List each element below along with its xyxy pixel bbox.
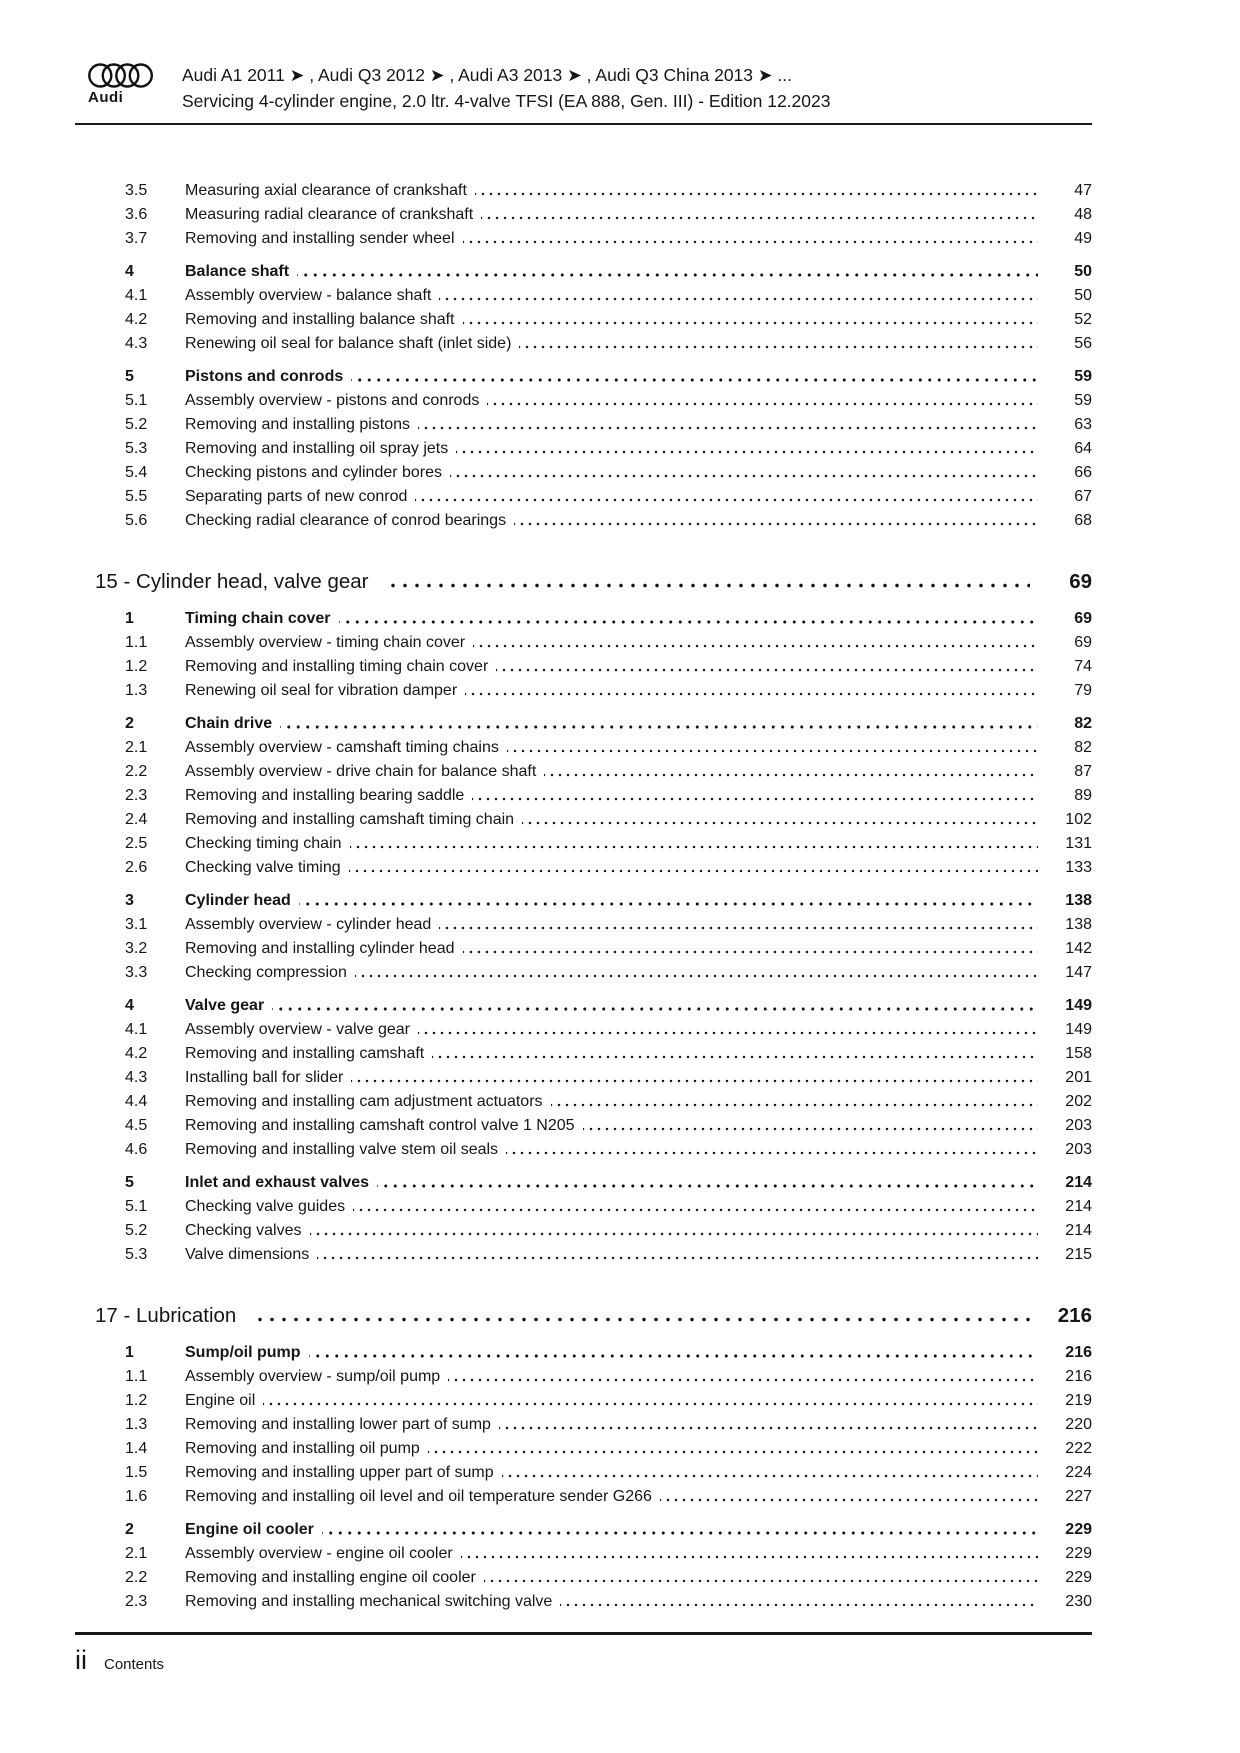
toc-entry-title: Installing ball for slider — [185, 1069, 344, 1086]
toc-entry-title: Checking valve timing — [185, 859, 341, 876]
dot-leader — [465, 679, 1038, 703]
toc-entry-page: 59 — [1074, 368, 1092, 385]
toc-entry-page: 56 — [1074, 335, 1092, 352]
toc-entry-title: Removing and installing timing chain cover — [185, 658, 489, 675]
toc-entry-number: 2.1 — [125, 1545, 148, 1562]
dot-leader — [418, 1018, 1038, 1042]
toc-entry-number: 1.3 — [125, 682, 148, 699]
toc-entry-page: 49 — [1074, 230, 1092, 247]
dot-leader — [250, 1301, 1030, 1331]
toc-row — [75, 1413, 1092, 1437]
toc-entry-page: 147 — [1065, 964, 1092, 981]
toc-entry-number: 5.4 — [125, 464, 148, 481]
dot-leader — [481, 203, 1038, 227]
footer-divider — [75, 1632, 1092, 1635]
toc-entry-number: 3.5 — [125, 182, 148, 199]
dot-leader — [353, 1195, 1038, 1219]
toc-entry-page: 87 — [1074, 763, 1092, 780]
toc-entry-page: 216 — [1057, 1304, 1092, 1327]
toc-entry-number: 1.4 — [125, 1440, 148, 1457]
dot-leader — [522, 808, 1038, 832]
toc-entry-page: 215 — [1065, 1246, 1092, 1263]
dot-leader — [487, 389, 1038, 413]
toc-entry-number: 4.1 — [125, 287, 148, 304]
toc-entry-number: 3.3 — [125, 964, 148, 981]
toc-entry-title: Sump/oil pump — [185, 1344, 301, 1361]
toc-row — [75, 1138, 1092, 1162]
toc-row — [75, 389, 1092, 413]
toc-entry-page: 50 — [1074, 287, 1092, 304]
toc-entry-title: Removing and installing oil pump — [185, 1440, 420, 1457]
toc-entry-title: Cylinder head — [185, 892, 291, 909]
toc-entry-page: 214 — [1065, 1198, 1092, 1215]
toc-entry-number: 1.6 — [125, 1488, 148, 1505]
toc-entry-title: Assembly overview - camshaft timing chains — [185, 739, 499, 756]
dot-leader — [499, 1413, 1038, 1437]
toc-row — [75, 332, 1092, 356]
toc-row — [75, 413, 1092, 437]
toc-entry-title: Pistons and conrods — [185, 368, 344, 385]
toc-entry-page: 203 — [1065, 1141, 1092, 1158]
toc-entry-number: 1 — [125, 610, 134, 627]
toc-row — [75, 1066, 1092, 1090]
toc-row — [75, 1195, 1092, 1219]
toc-row — [75, 1171, 1092, 1195]
toc-entry-number: 2.6 — [125, 859, 148, 876]
toc-entry-title: Checking pistons and cylinder bores — [185, 464, 443, 481]
toc-row — [75, 760, 1092, 784]
toc-entry-title: Engine oil — [185, 1392, 256, 1409]
audi-rings-icon — [88, 62, 168, 89]
toc-entry-title: Separating parts of new conrod — [185, 488, 408, 505]
toc-row — [75, 1365, 1092, 1389]
toc-row — [75, 1301, 1092, 1331]
toc-entry-title: Removing and installing balance shaft — [185, 311, 455, 328]
toc-entry-number: 3 — [125, 892, 134, 909]
toc-entry-number: 4.2 — [125, 1045, 148, 1062]
toc-entry-title: Removing and installing pistons — [185, 416, 411, 433]
toc-entry-number: 5.1 — [125, 392, 148, 409]
toc-row — [75, 461, 1092, 485]
header-subtitle-line: Servicing 4-cylinder engine, 2.0 ltr. 4-valve TFSI (EA 888, Gen. III) - Edition 12.2023 — [182, 91, 831, 111]
dot-leader — [463, 937, 1039, 961]
toc-entry-page: 142 — [1065, 940, 1092, 957]
dot-leader — [309, 1341, 1038, 1365]
toc-entry-title: Removing and installing cam adjustment actuators — [185, 1093, 543, 1110]
toc-entry-number: 4.2 — [125, 311, 148, 328]
toc-entry-page: 52 — [1074, 311, 1092, 328]
toc-entry-number: 1.1 — [125, 1368, 148, 1385]
toc-entry-number: 5 — [125, 1174, 134, 1191]
toc-entry-page: 48 — [1074, 206, 1092, 223]
toc-entry-number: 4.5 — [125, 1117, 148, 1134]
toc-entry-title: Checking valves — [185, 1222, 302, 1239]
toc-entry-number: 3.7 — [125, 230, 148, 247]
toc-entry-page: 216 — [1065, 1368, 1092, 1385]
toc-row — [75, 1090, 1092, 1114]
toc-row — [75, 284, 1092, 308]
toc-row — [75, 631, 1092, 655]
toc-entry-title: Assembly overview - engine oil cooler — [185, 1545, 453, 1562]
toc-row — [75, 1485, 1092, 1509]
toc-entry-page: 131 — [1065, 835, 1092, 852]
toc-row — [75, 994, 1092, 1018]
toc-entry-page: 219 — [1065, 1392, 1092, 1409]
dot-leader — [432, 1042, 1038, 1066]
audi-wordmark: Audi — [88, 89, 124, 106]
dot-leader — [322, 1518, 1038, 1542]
toc-entry-page: 69 — [1074, 610, 1092, 627]
toc-entry-number: 2.4 — [125, 811, 148, 828]
dot-leader — [355, 961, 1038, 985]
toc-entry-number: 1.1 — [125, 634, 148, 651]
toc-entry-title: Checking compression — [185, 964, 347, 981]
toc-row — [75, 1219, 1092, 1243]
toc-row — [75, 961, 1092, 985]
toc-row — [75, 1542, 1092, 1566]
toc-entry-number: 5.6 — [125, 512, 148, 529]
toc-entry-title: Removing and installing camshaft timing chain — [185, 811, 515, 828]
toc-row — [75, 227, 1092, 251]
toc-entry-title: Assembly overview - drive chain for balance shaft — [185, 763, 537, 780]
dot-leader — [660, 1485, 1038, 1509]
toc-entry-page: 47 — [1074, 182, 1092, 199]
toc-entry-page: 202 — [1065, 1093, 1092, 1110]
toc-entry-page: 229 — [1065, 1569, 1092, 1586]
toc-entry-title: Assembly overview - sump/oil pump — [185, 1368, 441, 1385]
toc-entry-page: 74 — [1074, 658, 1092, 675]
header-text-block — [182, 62, 830, 114]
dot-leader — [551, 1090, 1038, 1114]
toc-entry-page: 59 — [1074, 392, 1092, 409]
toc-entry-number: 1.2 — [125, 658, 148, 675]
toc-row — [75, 567, 1092, 597]
toc-entry-page: 68 — [1074, 512, 1092, 529]
toc-entry-title: Removing and installing mechanical switching valve — [185, 1593, 553, 1610]
toc-entry-number: 5.2 — [125, 416, 148, 433]
toc-row — [75, 1518, 1092, 1542]
dot-leader — [272, 994, 1038, 1018]
toc-row — [75, 1566, 1092, 1590]
toc-entry-page: 230 — [1065, 1593, 1092, 1610]
toc-entry-page: 69 — [1074, 634, 1092, 651]
toc-entry-page: 67 — [1074, 488, 1092, 505]
dot-leader — [544, 760, 1038, 784]
toc-entry-page: 63 — [1074, 416, 1092, 433]
toc-entry-number: 2 — [125, 715, 134, 732]
toc-entry-title: Assembly overview - balance shaft — [185, 287, 432, 304]
header-models-line: Audi A1 2011 ➤ , Audi Q3 2012 ➤ , Audi A3 2013 ➤ , Audi Q3 China 2013 ➤ ... — [182, 65, 792, 85]
dot-leader — [583, 1114, 1038, 1138]
toc-entry-number: 3.1 — [125, 916, 148, 933]
toc-entry-number: 4.6 — [125, 1141, 148, 1158]
dot-leader — [448, 1365, 1038, 1389]
toc-row — [75, 308, 1092, 332]
toc-entry-title: Timing chain cover — [185, 610, 331, 627]
dot-leader — [310, 1219, 1039, 1243]
dot-leader — [472, 784, 1038, 808]
toc-row — [75, 179, 1092, 203]
dot-leader — [461, 1542, 1038, 1566]
dot-leader — [473, 631, 1038, 655]
footer-contents-label: Contents — [104, 1656, 165, 1673]
toc-entry-number: 1.2 — [125, 1392, 148, 1409]
page-number-roman: ii — [75, 1645, 87, 1675]
toc-entry-title: Checking timing chain — [185, 835, 342, 852]
toc-entry-number: 5.1 — [125, 1198, 148, 1215]
dot-leader — [280, 712, 1038, 736]
toc-entry-title: Chain drive — [185, 715, 273, 732]
toc-row — [75, 1042, 1092, 1066]
toc-entry-title: Removing and installing bearing saddle — [185, 787, 465, 804]
toc-entry-number: 2.1 — [125, 739, 148, 756]
toc-entry-page: 222 — [1065, 1440, 1092, 1457]
toc-entry-title: Assembly overview - cylinder head — [185, 916, 432, 933]
toc-entry-page: 224 — [1065, 1464, 1092, 1481]
toc-entry-number: 3.2 — [125, 940, 148, 957]
toc-entry-number: 1 — [125, 1344, 134, 1361]
page-header — [75, 62, 1092, 114]
toc-row — [75, 856, 1092, 880]
toc-row — [75, 509, 1092, 533]
toc-entry-title: Inlet and exhaust valves — [185, 1174, 370, 1191]
toc-entry-number: 4.3 — [125, 335, 148, 352]
dot-leader — [377, 1171, 1038, 1195]
toc-entry-title: 17 - Lubrication — [95, 1304, 237, 1327]
toc-entry-number: 1.3 — [125, 1416, 148, 1433]
toc-entry-number: 5 — [125, 368, 134, 385]
dot-leader — [415, 485, 1038, 509]
toc-row — [75, 1389, 1092, 1413]
audi-logo — [88, 62, 168, 106]
toc-entry-number: 4 — [125, 997, 134, 1014]
toc-entry-page: 220 — [1065, 1416, 1092, 1433]
toc-row — [75, 655, 1092, 679]
dot-leader — [351, 1066, 1038, 1090]
toc-entry-page: 158 — [1065, 1045, 1092, 1062]
toc-entry-title: Assembly overview - valve gear — [185, 1021, 410, 1038]
toc-entry-title: Renewing oil seal for vibration damper — [185, 682, 458, 699]
toc-entry-number: 1.5 — [125, 1464, 148, 1481]
toc-entry-title: Valve gear — [185, 997, 265, 1014]
toc-entry-page: 79 — [1074, 682, 1092, 699]
toc-entry-number: 4.3 — [125, 1069, 148, 1086]
dot-leader — [263, 1389, 1038, 1413]
dot-leader — [560, 1590, 1038, 1614]
toc-row — [75, 889, 1092, 913]
toc-entry-title: Removing and installing camshaft control valve 1 N205 — [185, 1117, 575, 1134]
toc-entry-number: 2.2 — [125, 1569, 148, 1586]
toc-entry-number: 3.6 — [125, 206, 148, 223]
toc-entry-page: 149 — [1065, 997, 1092, 1014]
dot-leader — [463, 227, 1039, 251]
toc-entry-page: 203 — [1065, 1117, 1092, 1134]
toc-row — [75, 1437, 1092, 1461]
toc-entry-page: 69 — [1069, 570, 1092, 593]
toc-entry-page: 149 — [1065, 1021, 1092, 1038]
page-footer — [75, 1645, 1092, 1675]
toc-row — [75, 679, 1092, 703]
toc-row — [75, 260, 1092, 284]
dot-leader — [418, 413, 1038, 437]
dot-leader — [297, 260, 1038, 284]
dot-leader — [506, 1138, 1038, 1162]
dot-leader — [475, 179, 1038, 203]
dot-leader — [502, 1461, 1038, 1485]
toc-entry-title: Assembly overview - pistons and conrods — [185, 392, 480, 409]
toc-entry-number: 2.3 — [125, 787, 148, 804]
toc-entry-title: Removing and installing valve stem oil seals — [185, 1141, 499, 1158]
toc-entry-title: Removing and installing engine oil cooler — [185, 1569, 476, 1586]
toc-entry-number: 2.5 — [125, 835, 148, 852]
dot-leader — [349, 856, 1038, 880]
toc-row — [75, 1341, 1092, 1365]
dot-leader — [514, 509, 1038, 533]
dot-leader — [383, 567, 1031, 597]
toc-entry-page: 89 — [1074, 787, 1092, 804]
toc-entry-page: 138 — [1065, 916, 1092, 933]
dot-leader — [439, 284, 1038, 308]
toc-entry-number: 4.4 — [125, 1093, 148, 1110]
toc-row — [75, 784, 1092, 808]
dot-leader — [463, 308, 1039, 332]
toc-entry-page: 214 — [1065, 1222, 1092, 1239]
toc-entry-title: Removing and installing lower part of sump — [185, 1416, 491, 1433]
toc-row — [75, 913, 1092, 937]
toc-row — [75, 203, 1092, 227]
toc-row — [75, 1114, 1092, 1138]
toc-entry-number: 2 — [125, 1521, 134, 1538]
toc-entry-number: 4.1 — [125, 1021, 148, 1038]
toc-entry-title: 15 - Cylinder head, valve gear — [95, 570, 369, 593]
toc-entry-page: 82 — [1074, 715, 1092, 732]
dot-leader — [456, 437, 1038, 461]
toc-entry-title: Renewing oil seal for balance shaft (inlet side) — [185, 335, 512, 352]
dot-leader — [484, 1566, 1038, 1590]
toc-row — [75, 832, 1092, 856]
dot-leader — [428, 1437, 1038, 1461]
toc-entry-page: 227 — [1065, 1488, 1092, 1505]
toc-row — [75, 736, 1092, 760]
dot-leader — [519, 332, 1038, 356]
toc-entry-page: 133 — [1065, 859, 1092, 876]
toc-entry-page: 229 — [1065, 1545, 1092, 1562]
toc-entry-page: 64 — [1074, 440, 1092, 457]
toc-entry-title: Engine oil cooler — [185, 1521, 314, 1538]
toc-entry-number: 5.5 — [125, 488, 148, 505]
toc-entry-page: 216 — [1065, 1344, 1092, 1361]
toc-row — [75, 365, 1092, 389]
toc-row — [75, 1018, 1092, 1042]
toc-entry-number: 2.2 — [125, 763, 148, 780]
toc-row — [75, 1590, 1092, 1614]
toc-entry-title: Checking valve guides — [185, 1198, 346, 1215]
toc-entry-page: 82 — [1074, 739, 1092, 756]
toc-entry-title: Measuring axial clearance of crankshaft — [185, 182, 467, 199]
toc-entry-title: Removing and installing camshaft — [185, 1045, 425, 1062]
toc-entry-title: Removing and installing cylinder head — [185, 940, 455, 957]
dot-leader — [350, 832, 1038, 856]
toc-row — [75, 1461, 1092, 1485]
toc-entry-number: 5.3 — [125, 440, 148, 457]
toc-entry-title: Assembly overview - timing chain cover — [185, 634, 466, 651]
toc-row — [75, 485, 1092, 509]
toc-entry-title: Balance shaft — [185, 263, 290, 280]
toc-entry-page: 229 — [1065, 1521, 1092, 1538]
toc-entry-page: 102 — [1065, 811, 1092, 828]
toc-entry-title: Valve dimensions — [185, 1246, 310, 1263]
dot-leader — [439, 913, 1038, 937]
toc-entry-title: Removing and installing upper part of sump — [185, 1464, 494, 1481]
dot-leader — [351, 365, 1038, 389]
toc-entry-title: Measuring radial clearance of crankshaft — [185, 206, 474, 223]
toc-row — [75, 808, 1092, 832]
table-of-contents — [75, 125, 1092, 1614]
toc-row — [75, 437, 1092, 461]
toc-entry-page: 214 — [1065, 1174, 1092, 1191]
toc-entry-title: Removing and installing sender wheel — [185, 230, 455, 247]
toc-entry-title: Removing and installing oil level and oil temperature sender G266 — [185, 1488, 652, 1505]
dot-leader — [450, 461, 1038, 485]
dot-leader — [317, 1243, 1038, 1267]
toc-entry-title: Checking radial clearance of conrod bearings — [185, 512, 507, 529]
toc-entry-page: 138 — [1065, 892, 1092, 909]
toc-entry-page: 66 — [1074, 464, 1092, 481]
toc-entry-page: 50 — [1074, 263, 1092, 280]
toc-entry-number: 4 — [125, 263, 134, 280]
toc-entry-number: 2.3 — [125, 1593, 148, 1610]
toc-row — [75, 1243, 1092, 1267]
toc-entry-page: 201 — [1065, 1069, 1092, 1086]
toc-row — [75, 607, 1092, 631]
toc-row — [75, 937, 1092, 961]
toc-entry-number: 5.2 — [125, 1222, 148, 1239]
toc-row — [75, 712, 1092, 736]
toc-entry-number: 5.3 — [125, 1246, 148, 1263]
dot-leader — [339, 607, 1038, 631]
dot-leader — [496, 655, 1038, 679]
dot-leader — [507, 736, 1038, 760]
toc-entry-title: Removing and installing oil spray jets — [185, 440, 449, 457]
dot-leader — [299, 889, 1038, 913]
